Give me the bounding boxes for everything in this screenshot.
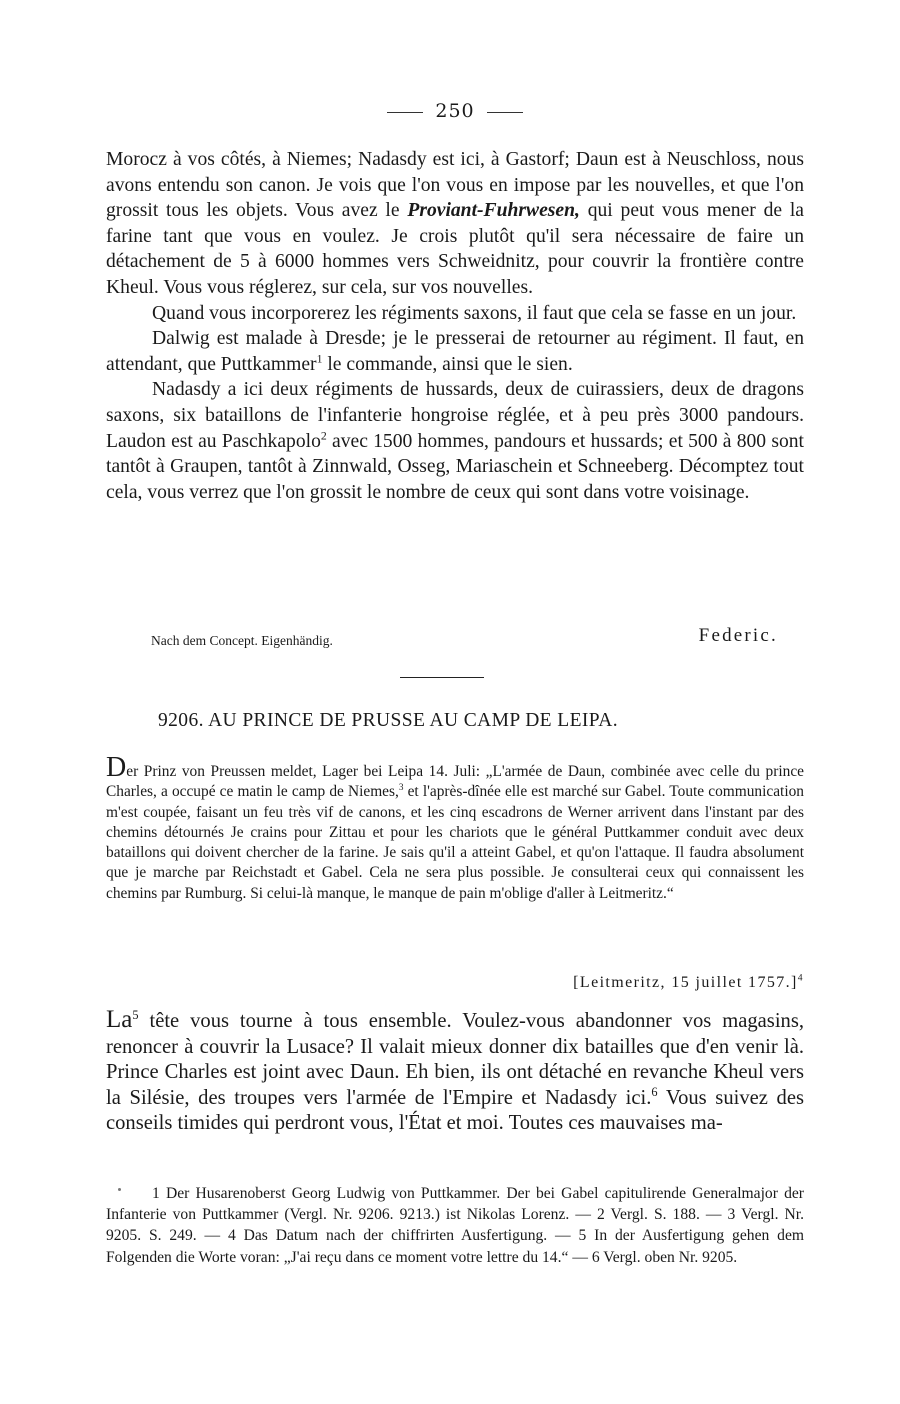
letter-text-a: tête vous tourne à tous ensemble. Voulez-vous abandonner vos magasins, renoncer à couvrir la Lusace? Il valait mieux donner dix batailles que d'en venir là. Prince Charles est joint avec Daun. Eh bien, ils ont détaché en revanche Kheul vers la Silésie, des troupes vers l'armée de l'Empire et Nadasdy ici. (106, 1010, 804, 1109)
signature: Federic. (698, 625, 778, 646)
paragraph-4 (106, 377, 804, 505)
header-dash-right (487, 112, 523, 113)
footnotes (106, 1183, 804, 1268)
letter-heading: 9206. AU PRINCE DE PRUSSE AU CAMP DE LEIPA. (158, 710, 618, 731)
paragraph-3-text-a: Dalwig est malade à Dresde; je le presserai de retourner au régiment. Il faut, en attendant, que Puttkammer (106, 328, 804, 375)
section-divider (400, 677, 484, 678)
report-dropcap: D (106, 752, 127, 783)
paragraph-3-text-b: le commande, ainsi que le sien. (322, 353, 573, 375)
prince-report (106, 752, 804, 904)
report-text-a: er Prinz von Preussen meldet, Lager bei Leipa 14. Juli: „L'armée de Daun, combinée avec celle du prince Charles, a occupé ce matin le camp de Niemes, (106, 763, 804, 801)
paragraph-1 (106, 147, 804, 301)
report-text-b: et l'après-dînée elle est marché sur Gabel. Toute communication m'est coupée, faisant un feu très vif de canons, et les cinq escadrons de Werner arrivent dans l'instant par des chemins détournés Je crains pour Zittau et pour les chariots que le général Puttkammer conduit avec deux bataillons qui doivent chercher de la farine. Je sais qu'il a atteint Gabel, et qu'on l'attaque. Il faudra absolument que je marche par Reichstadt et Gabel. Cela ne sera plus possible. Je consulterai ceux qui connaissent les chemins par Rumburg. Si celui-là manque, le manque de pain m'oblige d'aller à Leitmeritz.“ (106, 783, 804, 902)
footnote-ref-5: 5 (132, 1008, 139, 1023)
letter-first-word: La (106, 1006, 133, 1033)
header-dash-left (387, 112, 423, 113)
footnote-ref-4: 4 (797, 972, 804, 984)
dateline-text: [Leitmeritz, 15 juillet 1757.] (573, 974, 798, 991)
paragraph-1-text-a: Morocz à vos côtés, à Niemes; Nadasdy est ici, à Gastorf; Daun est à Neuschloss, nous avons entendu son canon. Je vois que l'on vous en impose par les nouvelles, et que l'on grossit tous les objets. Vous avez le (106, 149, 804, 222)
paragraph-4-text-b: avec 1500 hommes, pandours et hussards; et 500 à 800 sont tantôt à Graupen, tantôt à Zinnwald, Osseg, Mariaschein et Schneeberg. Décomptez tout cela, vous verrez que l'on grossit le nombre de ceux qui sont dans votre voisinage. (106, 430, 804, 503)
paragraph-1-text-b: qui peut vous mener de la farine tant que vous en voulez. Je crois plutôt qu'il sera nécessaire de faire un détachement de 5 à 6000 hommes vers Schweidnitz, pour couvrir la frontière contre Kheul. Vous vous réglerez, sur cela, sur vos nouvelles. (106, 200, 804, 298)
letter-dateline (573, 974, 804, 992)
footnote-ref-1: 1 (316, 352, 323, 366)
source-note: Nach dem Concept. Eigenhändig. (151, 633, 333, 648)
proviant-term: Proviant-Fuhrwesen, (407, 200, 580, 222)
signature-row (106, 625, 804, 651)
letter-text-b: Vous suivez des conseils timides qui perdront vous, l'État et moi. Toutes ces mauvaises ma- (106, 1086, 804, 1134)
footnote-ref-6: 6 (651, 1084, 658, 1099)
paragraph-2: Quand vous incorporerez les régiments saxons, il faut que cela se fasse en un jour. (152, 302, 797, 324)
paragraph-3 (106, 326, 804, 377)
paragraph-4-text-a: Nadasdy a ici deux régiments de hussards, deux de cuirassiers, deux de dragons saxons, six bataillons de l'infanterie hongroise réglée, et à peu près 3000 pandours. Laudon est au Paschkapolo (106, 379, 804, 452)
letter-continuation (106, 147, 804, 505)
letter-body (106, 1007, 804, 1137)
letter-paragraph (106, 1007, 804, 1137)
page-header (106, 100, 804, 122)
footnote-ref-3: 3 (398, 782, 404, 793)
page-number: 250 (435, 100, 475, 122)
footnote-ref-2: 2 (320, 429, 327, 442)
footnotes-text: 1 Der Husarenoberst Georg Ludwig von Puttkammer. Der bei Gabel capitulirende Generalmajor der Infanterie von Puttkammer (Vergl. Nr. 9206. 9213.) ist Nikolas Lorenz. — 2 Vergl. S. 188. — 3 Vergl. Nr. 9205. S. 249. — 4 Das Datum nach der chiffrirten Ausfertigung. — 5 In der Ausfertigung gehen dem Folgenden die Worte voran: „J'ai reçu dans ce moment votre lettre du 14.“ — 6 Vergl. oben Nr. 9205. (106, 1185, 804, 1266)
